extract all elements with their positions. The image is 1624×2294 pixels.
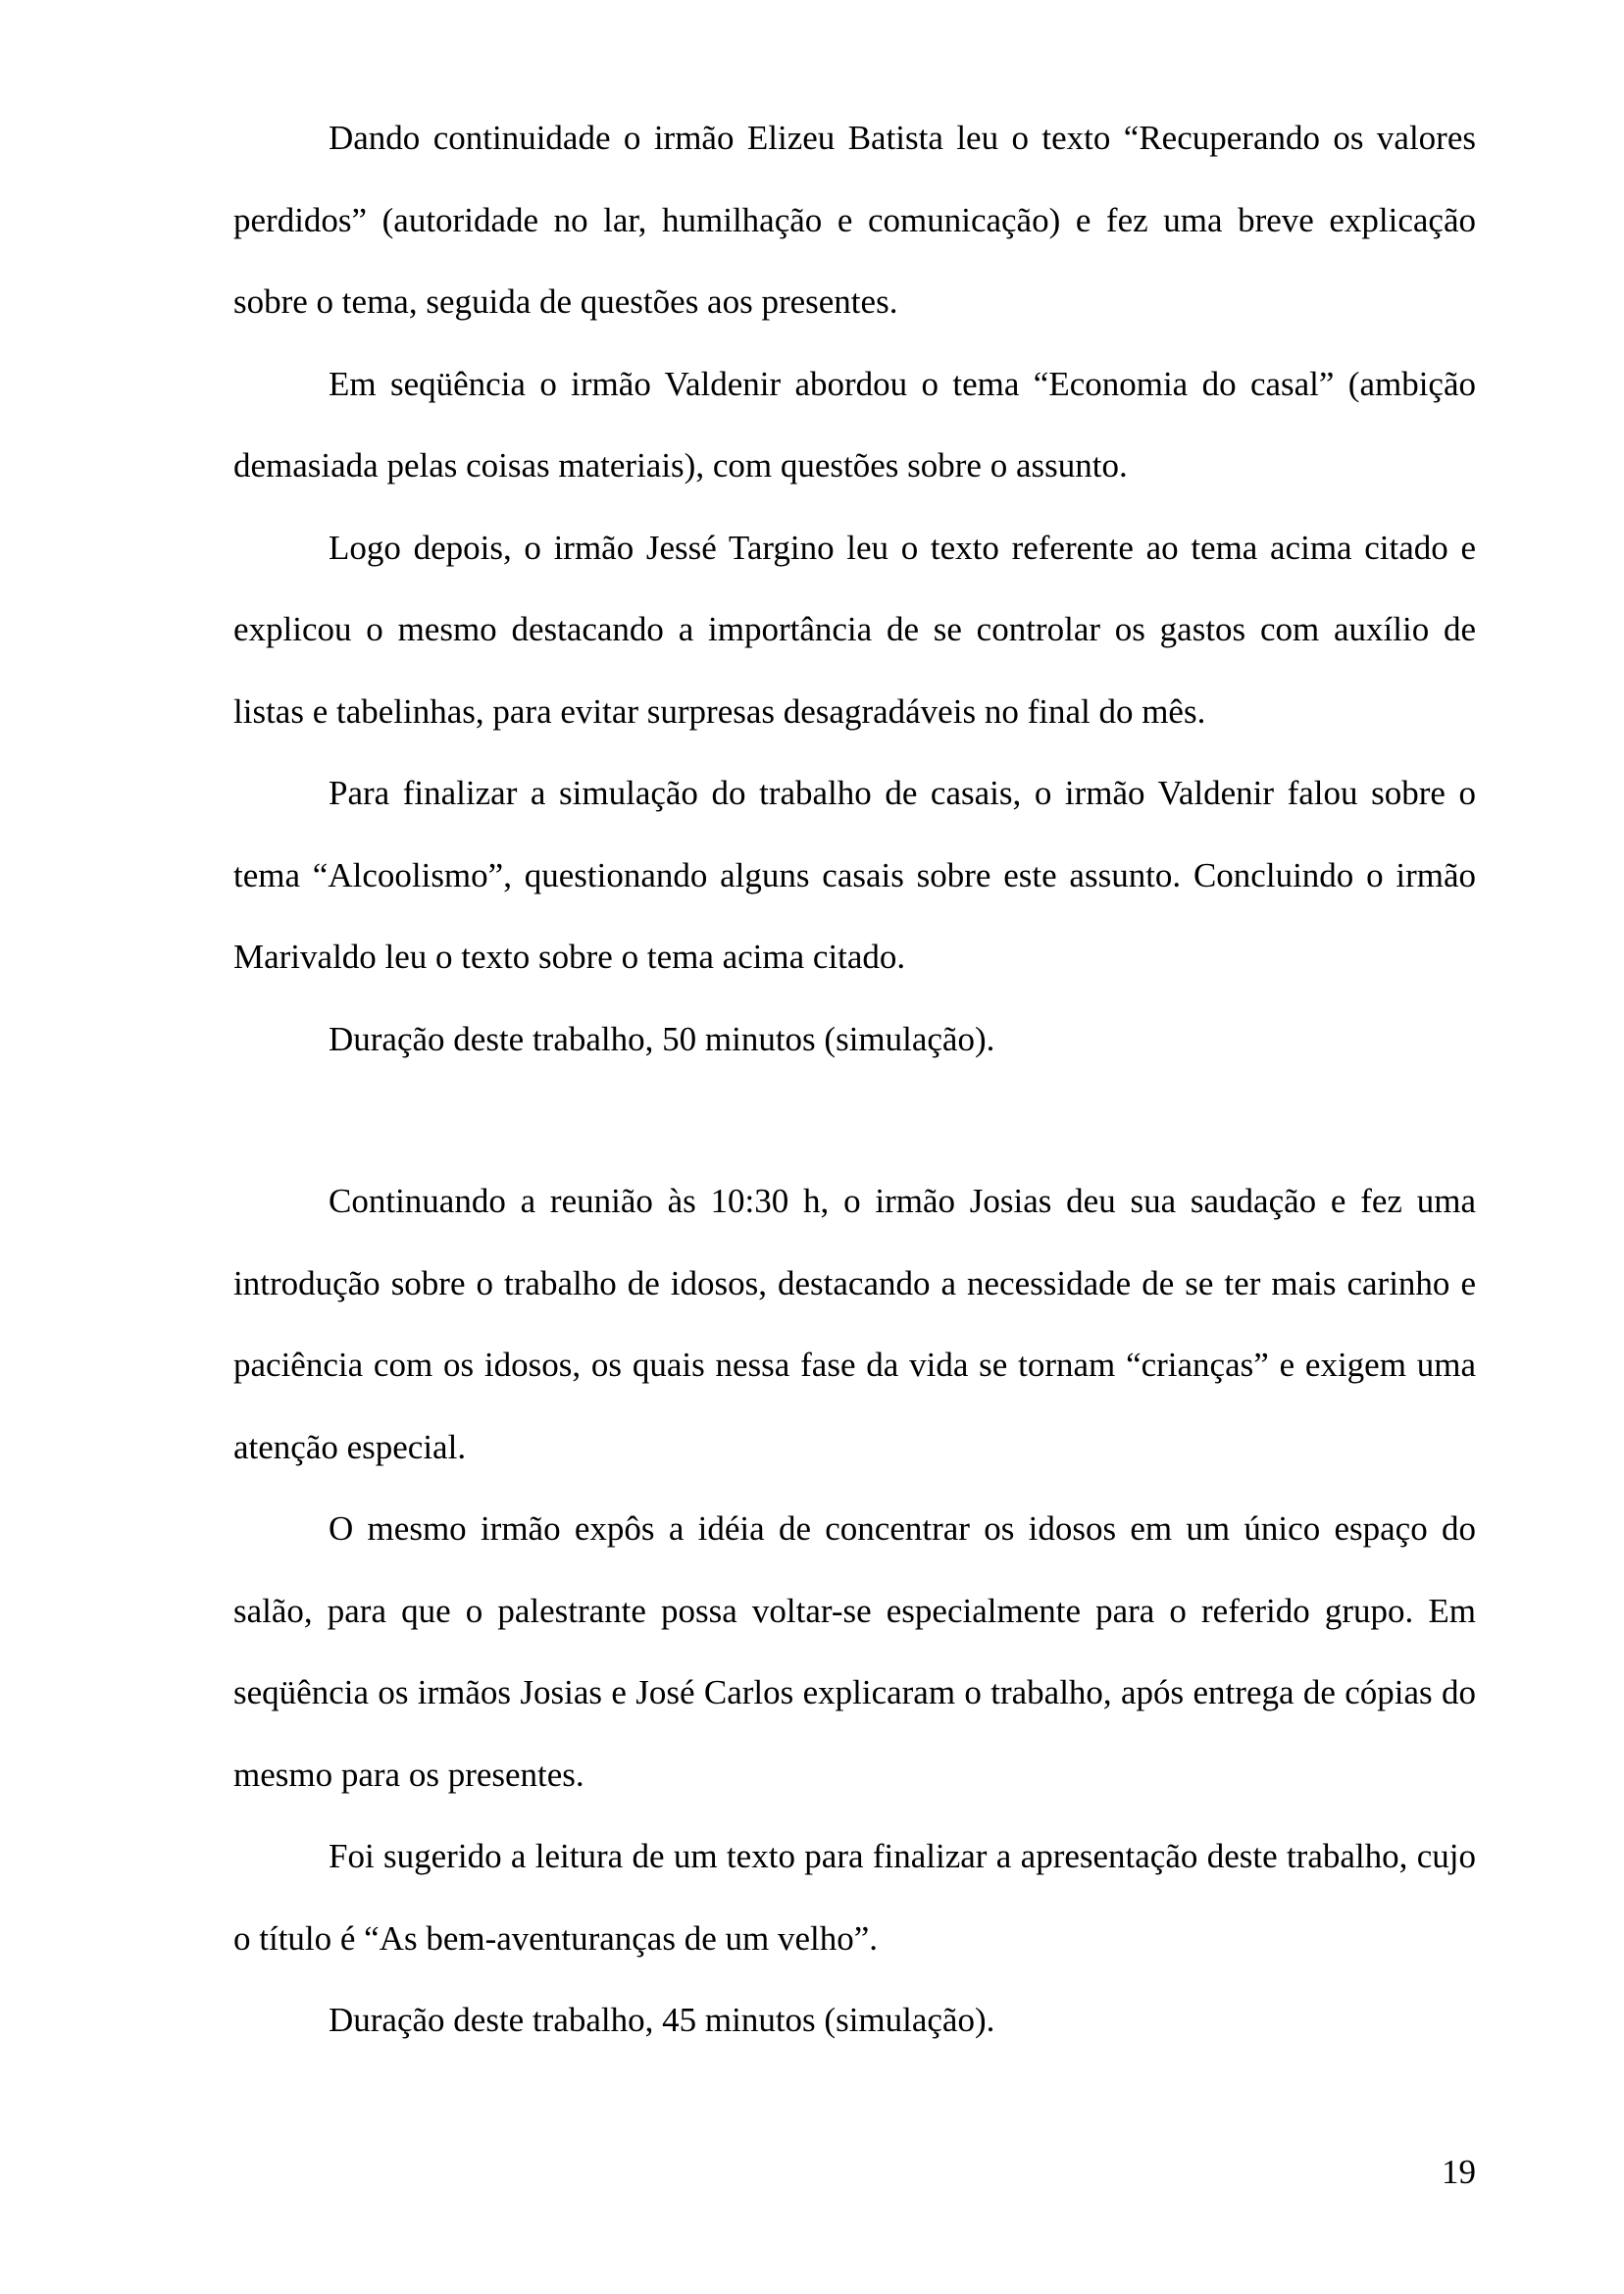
page-number: 19 [1442,2153,1476,2191]
paragraph: Foi sugerido a leitura de um texto para finalizar a apresentação deste trabalho, cujo o título é “As bem-aventuranças de um velho”. [233,1837,1476,1958]
section-casais [233,97,1476,1080]
paragraph: Duração deste trabalho, 50 minutos (simulação). [329,1019,995,1058]
paragraph: Continuando a reunião às 10:30 h, o irmão Josias deu sua saudação e fez uma introdução sobre o trabalho de idosos, destacando a necessidade de se ter mais carinho e paciência com os idosos, os quais nessa fase da vida se tornam “crianças” e exigem uma atenção especial. [233,1182,1476,1466]
paragraph: Para finalizar a simulação do trabalho de casais, o irmão Valdenir falou sobre o tema “Alcoolismo”, questionando alguns casais sobre este assunto. Concluindo o irmão Marivaldo leu o texto sobre o tema acima citado. [233,774,1476,976]
section-idosos [233,1160,1476,2062]
paragraph: O mesmo irmão expôs a idéia de concentrar os idosos em um único espaço do salão, para que o palestrante possa voltar-se especialmente para o referido grupo. Em seqüência os irmãos Josias e José Carlos explicaram o trabalho, após entrega de cópias do mesmo para os presentes. [233,1509,1476,1794]
paragraph: Logo depois, o irmão Jessé Targino leu o texto referente ao tema acima citado e explicou o mesmo destacando a importância de se controlar os gastos com auxílio de listas e tabelinhas, para evitar surpresas desagradáveis no final do mês. [233,528,1476,731]
paragraph: Em seqüência o irmão Valdenir abordou o tema “Economia do casal” (ambição demasiada pelas coisas materiais), com questões sobre o assunto. [233,364,1476,484]
paragraph: Duração deste trabalho, 45 minutos (simulação). [329,2001,995,2039]
paragraph: Dando continuidade o irmão Elizeu Batista leu o texto “Recuperando os valores perdidos” (autoridade no lar, humilhação e comunicação) e fez uma breve explicação sobre o tema, seguida de questões aos presentes. [233,119,1476,321]
